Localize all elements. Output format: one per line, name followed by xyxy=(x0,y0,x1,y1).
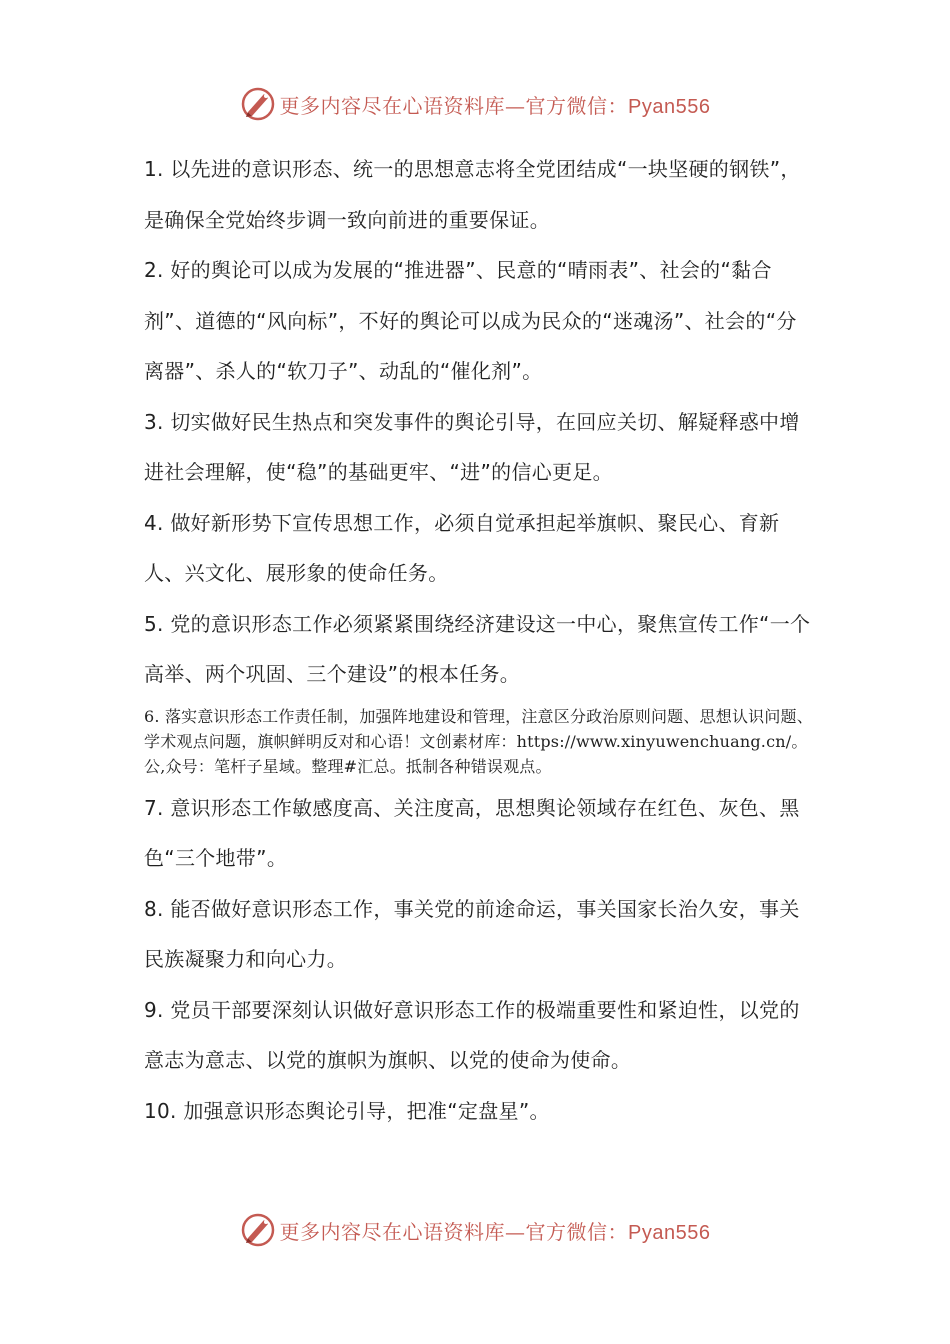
header-banner xyxy=(0,82,950,126)
pen-logo-icon xyxy=(240,86,276,122)
paragraph-1: 1. 以先进的意识形态、统一的思想意志将全党团结成“一块坚硬的钢铁”，是确保全党始终步调一致向前进的重要保证。 xyxy=(144,157,801,232)
wechat-id: Pyan556 xyxy=(628,1221,711,1244)
paragraph-9: 9. 党员干部要深刻认识做好意识形态工作的极端重要性和紧迫性，以党的意志为意志、以党的旗帜为旗帜、以党的使命为使命。 xyxy=(144,997,800,1072)
content-list xyxy=(144,144,814,1136)
wechat-id: Pyan556 xyxy=(628,95,711,118)
footer-banner xyxy=(0,1208,950,1252)
paragraph-8: 8. 能否做好意识形态工作，事关党的前途命运，事关国家长治久安，事关民族凝聚力和向心力。 xyxy=(144,896,800,971)
paragraph-3: 3. 切实做好民生热点和突发事件的舆论引导，在回应关切、解疑释惑中增进社会理解，使“稳”的基础更牢、“进”的信心更足。 xyxy=(144,409,800,484)
paragraph-7: 7. 意识形态工作敏感度高、关注度高，思想舆论领域存在红色、灰色、黑色“三个地带”。 xyxy=(144,795,800,870)
banner-text: 更多内容尽在心语资料库—官方微信：Pyan556 xyxy=(279,93,711,118)
banner-text: 更多内容尽在心语资料库—官方微信：Pyan556 xyxy=(279,1219,711,1244)
paragraph-2: 2. 好的舆论可以成为发展的“推进器”、民意的“晴雨表”、社会的“黏合剂”、道德的“风向标”，不好的舆论可以成为民众的“迷魂汤”、社会的“分离器”、杀人的“软刀子”、动乱的“催化剂”。 xyxy=(144,258,797,383)
paragraph-10: 10. 加强意识形态舆论引导，把准“定盘星”。 xyxy=(144,1098,550,1123)
paragraph-5: 5. 党的意识形态工作必须紧紧围绕经济建设这一中心，聚焦宣传工作“一个高举、两个巩固、三个建设”的根本任务。 xyxy=(144,611,811,686)
paragraph-6: 6. 落实意识形态工作责任制，加强阵地建设和管理，注意区分政治原则问题、思想认识问题、学术观点问题，旗帜鲜明反对和心语！文创素材库：https://www.xinyuwenchuang.cn/。公,众号：笔杆子星域。整理#汇总。抵制各种错误观点。 xyxy=(144,706,813,776)
paragraph-4: 4. 做好新形势下宣传思想工作，必须自觉承担起举旗帜、聚民心、育新人、兴文化、展形象的使命任务。 xyxy=(144,510,780,585)
pen-logo-icon xyxy=(240,1212,276,1248)
